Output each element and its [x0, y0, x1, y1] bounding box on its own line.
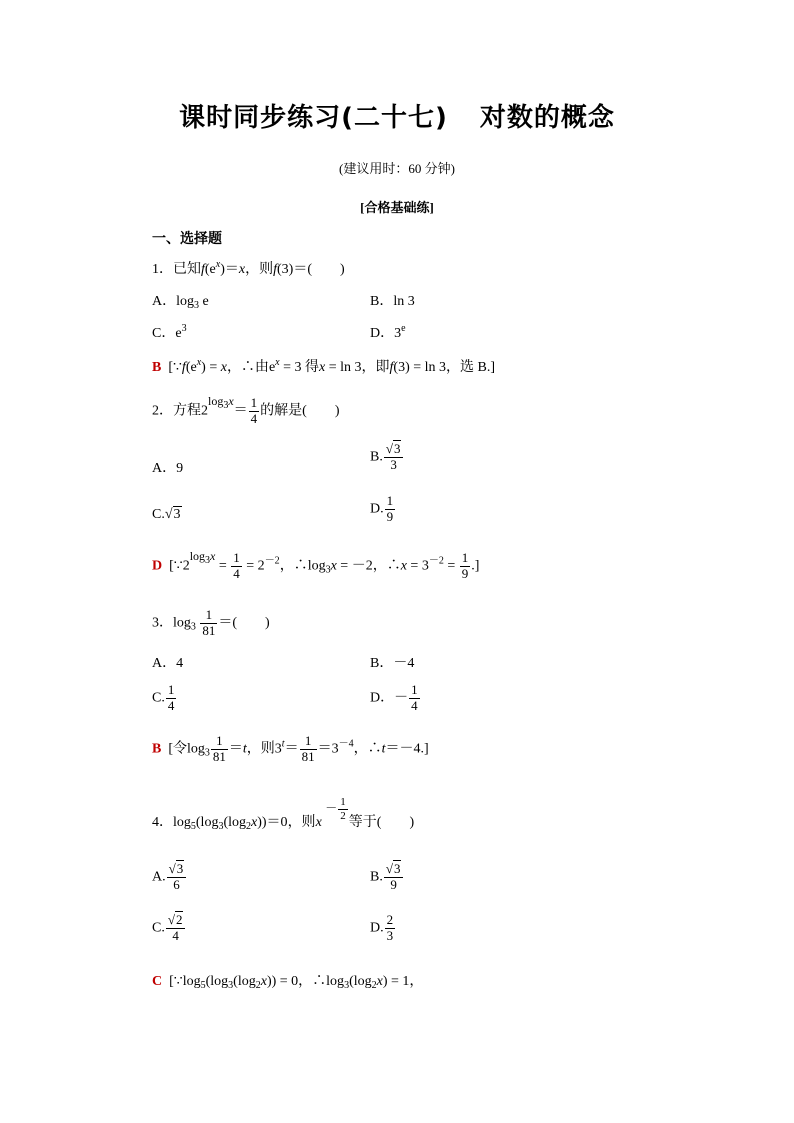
question-4-option-d: D. $\frac{2}{3}$ — [370, 912, 394, 943]
question-2-option-b: B. $\frac{√3}{3}$ — [370, 442, 404, 473]
question-1-stem: 1．已知$f(e^x)=x$，则f(3)＝( ) — [152, 259, 345, 277]
question-2-option-d: D. $\frac{1}{9}$ — [370, 493, 394, 524]
question-3-option-c: C. $\frac{1}{4}$ — [152, 682, 175, 713]
question-3-option-b: B．－4 — [370, 656, 415, 671]
question-4-answer: C [$\because\log_5(\log_3(\log_2x)) = 0$，$\therefore\log_3(\log_2x) = 1$， — [152, 974, 424, 991]
question-3-option-d: D．－ $\frac{1}{4}$ — [370, 682, 418, 713]
question-1-option-b: B．ln 3 — [370, 294, 415, 309]
section-tag: [合格基础练] — [360, 200, 434, 215]
suggested-time: (建议用时：60 分钟) — [339, 161, 455, 176]
question-1-option-d: D．3e — [370, 323, 406, 341]
section-heading: 一、选择题 — [152, 232, 222, 247]
question-2-option-a: A．9 — [152, 461, 184, 476]
page-title: 课时同步练习(二十七) 对数的概念 — [179, 103, 615, 133]
question-4-stem: 4．$\log_5(\log_3(\log_2x))=0$，则x － $\frac{1}{2}$ 等于( ) — [152, 796, 415, 832]
question-4-option-a: A. $\frac{√3}{6}$ — [152, 862, 187, 893]
question-2-answer: D [$\because 2\log_3x$ = $\frac{1}{4}$ = $2^{-2}$，$\therefore\log_3x = -2$，∴x = $3^{-2}$ = $\frac{1}{9}$ .] — [152, 548, 480, 581]
question-3-stem: 3．$\log_3$ $\frac{1}{81}$ ＝( ) — [152, 607, 270, 638]
question-2-option-c: C.√3 — [152, 507, 181, 522]
question-3-answer: B [令$\log_3$ $\frac{1}{81}$ ＝t，则$3^t=$ $\frac{1}{81}$ $=3^{-4}$，∴t＝－4.] — [152, 733, 429, 764]
question-1-option-a: A．$\log_3 e$ — [152, 294, 209, 311]
question-4-option-b: B. $\frac{√3}{9}$ — [370, 862, 404, 893]
question-1-option-c: C．$e^3$ — [152, 323, 187, 341]
question-1-answer: B [$\because f(e^x) = x$，∴由$e^x = 3$ 得x = ln 3，即f(3) = ln 3，选 B.] — [152, 357, 496, 375]
question-4-option-c: C. $\frac{√2}{4}$ — [152, 913, 186, 944]
question-3-option-a: A．4 — [152, 656, 184, 671]
question-2-stem: 2．方程$2\log_3x=$ $\frac{1}{4}$ 的解是( ) — [152, 393, 340, 426]
